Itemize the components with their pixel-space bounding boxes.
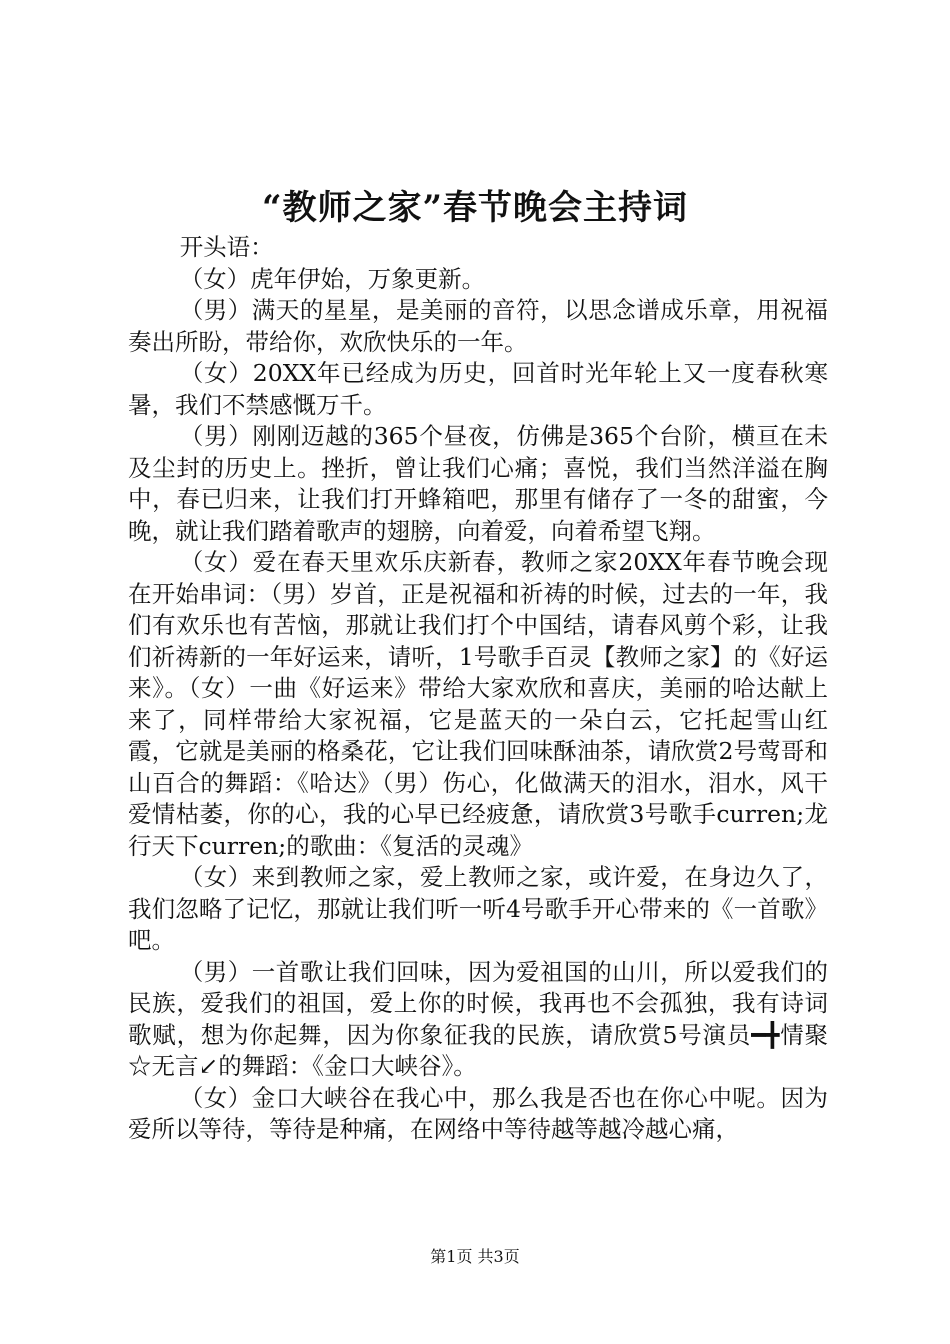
paragraph: （女）来到教师之家，爱上教师之家，或许爱，在身边久了，我们忽略了记忆，那就让我们听一听4号歌手开心带来的《一首歌》吧。 — [128, 863, 828, 954]
document-body — [128, 232, 828, 1146]
page-number-footer: 第1页 共3页 — [430, 1247, 520, 1266]
paragraph: （男）一首歌让我们回味，因为爱祖国的山川，所以爱我们的民族，爱我们的祖国，爱上你的时候，我再也不会孤独，我有诗词歌赋，想为你起舞，因为你象征我的民族，请欣赏5号演员━╋情聚☆无言↙的舞蹈：《金口大峡谷》。 — [128, 957, 828, 1080]
paragraph: （男）满天的星星，是美丽的音符，以思念谱成乐章，用祝福奏出所盼，带给你，欢欣快乐的一年。 — [128, 296, 828, 356]
paragraph-opening: 开头语： — [179, 233, 274, 261]
paragraph: （女）20XX年已经成为历史，回首时光年轮上又一度春秋寒暑，我们不禁感慨万千。 — [128, 359, 828, 419]
paragraph: （女）金口大峡谷在我心中，那么我是否也在你心中呢。因为爱所以等待，等待是种痛，在网络中等待越等越冷越心痛， — [128, 1083, 828, 1143]
document-title: “教师之家”春节晚会主持词 — [261, 188, 689, 228]
paragraph: （女）虎年伊始，万象更新。 — [179, 264, 486, 293]
paragraph: （女）爱在春天里欢乐庆新春，教师之家20XX年春节晚会现在开始串词：（男）岁首，正是祝福和祈祷的时候，过去的一年，我们有欢乐也有苦恼，那就让我们打个中国结，请春风剪个彩，让我们祈祷新的一年好运来，请听，1号歌手百灵【教师之家】的《好运来》。（女）一曲《好运来》带给大家欢欣和喜庆，美丽的哈达献上来了，同样带给大家祝福，它是蓝天的一朵白云，它托起雪山红霞，它就是美丽的格桑花，它让我们回味酥油茶，请欣赏2号莺哥和山百合的舞蹈：《哈达》（男）伤心，化做满天的泪水，泪水，风干爱情枯萎，你的心，我的心早已经疲惫，请欣赏3号歌手curren;龙行天下curren;的歌曲：《复活的灵魂》 — [128, 548, 828, 860]
paragraph: （男）刚刚迈越的365个昼夜，仿佛是365个台阶，横亘在未及尘封的历史上。挫折，曾让我们心痛；喜悦，我们当然洋溢在胸中，春已归来，让我们打开蜂箱吧，那里有储存了一冬的甜蜜，今晚，就让我们踏着歌声的翅膀，向着爱，向着希望飞翔。 — [128, 422, 828, 545]
